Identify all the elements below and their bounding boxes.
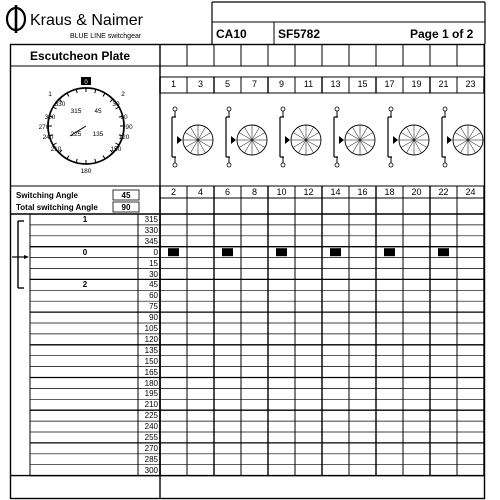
angle-value: 150 [144,356,158,366]
angle-value: 225 [144,411,158,421]
contact-arrow-icon [447,136,452,144]
closed-contact-mark [276,248,287,256]
dial-label: 180 [80,168,92,175]
angle-value: 105 [144,324,158,333]
closed-contact-mark [438,248,449,256]
contact-number-top: 9 [278,79,284,89]
angle-value: 90 [149,313,158,323]
contact-number-bottom: 18 [384,187,395,197]
contact-number-top: 19 [411,79,422,89]
dial-inner-label: 315 [70,108,82,115]
terminal-dot [335,107,339,111]
total-angle-label: Total switching Angle [16,203,98,212]
total-value-box [113,202,139,212]
contact-arrow-icon [393,136,398,144]
contact-number-top: 5 [224,79,230,89]
total-angle-value: 90 [121,203,131,212]
contact-number-top: 15 [357,79,368,89]
contact-arrow-icon [231,136,236,144]
terminal-dot [389,107,393,111]
terminal-dot [227,107,231,111]
terminal-dot [389,163,393,167]
position-label: 1 [82,215,88,224]
terminal-dot [443,107,447,111]
contact-number-bottom: 16 [357,187,368,197]
contact-number-bottom: 20 [411,187,422,197]
contact-arrow-icon [285,136,290,144]
angle-value: 270 [144,443,158,453]
contact-number-top: 17 [384,79,395,89]
dial-label: 210 [50,146,62,153]
dial-label: 2 [121,91,125,98]
angle-value-box [113,190,139,200]
dial-label: 270 [38,124,50,131]
closed-contact-mark [222,248,233,256]
dial-inner-label: 45 [94,108,102,115]
angle-value: 15 [149,258,158,268]
angle-value: 30 [149,269,158,279]
contact-arrow-icon [177,136,182,144]
contact-number-top: 13 [330,79,341,89]
contact-number-bottom: 4 [197,187,203,197]
angle-value: 345 [144,236,158,246]
contact-number-bottom: 6 [224,187,230,197]
terminal-dot [443,163,447,167]
contact-number-bottom: 14 [330,187,341,197]
closed-contact-mark [330,248,341,256]
contact-number-bottom: 2 [170,187,176,197]
contact-number-bottom: 22 [438,187,449,197]
contact-number-top: 7 [251,79,257,89]
closed-contact-mark [168,248,179,256]
angle-value: 315 [144,215,158,224]
angle-value: 240 [144,422,158,432]
dial-label: 30 [112,101,120,108]
contact-arrow-icon [339,136,344,144]
contact-number-bottom: 12 [303,187,314,197]
dial-label: 150 [110,146,122,153]
angle-value: 330 [144,225,158,235]
angle-value: 180 [144,378,158,388]
model-number: CA10 [216,27,247,41]
contact-number-bottom: 8 [251,187,257,197]
dial-label: 0 [84,80,88,86]
angle-value: 195 [144,389,158,399]
position-label: 0 [82,247,88,257]
escutcheon-dial [36,76,136,176]
angle-value: 45 [149,280,158,290]
contact-number-top: 21 [438,79,449,89]
section-title: Escutcheon Plate [30,49,131,63]
brand-name: Kraus & Naimer [30,12,143,29]
angle-value: 0 [153,247,158,257]
angle-value: 210 [144,400,158,410]
terminal-dot [227,163,231,167]
terminal-dot [173,163,177,167]
terminal-dot [335,163,339,167]
page-indicator: Page 1 of 2 [410,27,474,41]
dial-label: 300 [44,114,56,121]
dial-label: 330 [54,101,66,108]
dial-label: 120 [118,134,130,141]
dial-inner-label: 225 [70,131,82,138]
angle-value: 285 [144,454,158,464]
angle-value: 165 [144,367,158,377]
document-code: SF5782 [278,27,321,41]
switching-angle-value: 45 [121,191,131,200]
angle-value: 60 [149,291,158,301]
position-label: 2 [82,280,88,290]
switching-angle-label: Switching Angle [16,191,78,200]
contact-number-top: 1 [170,79,176,89]
terminal-dot [281,107,285,111]
dial-label: 240 [42,134,54,141]
contact-number-top: 3 [197,79,203,89]
dial-label: 1 [48,91,52,98]
closed-contact-mark [384,248,395,256]
dial-label: 60 [120,114,128,121]
angle-value: 300 [144,465,158,475]
dial-inner-label: 135 [92,131,104,138]
contact-number-top: 11 [303,79,314,89]
contact-number-bottom: 10 [276,187,287,197]
dial-label: 90 [125,124,133,131]
angle-value: 120 [144,334,158,344]
angle-value: 75 [149,302,158,312]
brand-tagline: BLUE LINE switchgear [70,33,142,40]
angle-value: 135 [144,345,158,355]
contact-number-top: 23 [465,79,476,89]
angle-value: 255 [144,433,158,442]
terminal-dot [173,107,177,111]
terminal-dot [281,163,285,167]
contact-number-bottom: 24 [465,187,476,197]
